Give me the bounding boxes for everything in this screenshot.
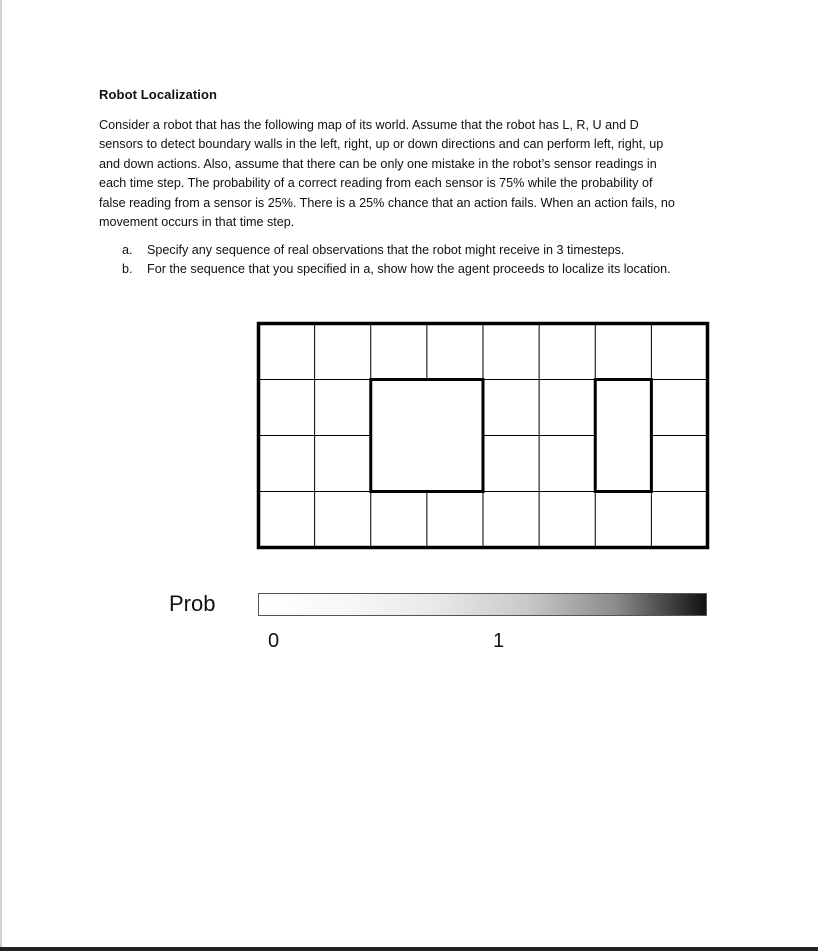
probability-gradient-bar bbox=[258, 593, 707, 616]
document-title: Robot Localization bbox=[99, 87, 218, 102]
question-text: Specify any sequence of real observations that the robot might receive in 3 timesteps. bbox=[147, 243, 625, 257]
question-text: For the sequence that you specified in a, show how the agent proceeds to localize its location. bbox=[147, 262, 671, 276]
paragraph-line: each time step. The probability of a correct reading from each sensor is 75% while the probability of bbox=[99, 176, 653, 191]
world-map-grid bbox=[256, 321, 710, 550]
paragraph-line: and down actions. Also, assume that there can be only one mistake in the robot’s sensor readings in bbox=[99, 156, 657, 171]
paragraph-line: movement occurs in that time step. bbox=[99, 215, 295, 230]
question-marker: a. bbox=[122, 243, 133, 257]
legend-tick-max: 1 bbox=[493, 630, 505, 652]
paragraph-line: Consider a robot that has the following map of its world. Assume that the robot has L, R, U and D bbox=[99, 118, 639, 132]
obstacle-block bbox=[595, 380, 651, 492]
legend-tick-min: 0 bbox=[268, 630, 280, 652]
obstacle-block bbox=[371, 380, 483, 492]
legend-label: Prob bbox=[169, 591, 216, 616]
problem-description bbox=[99, 116, 729, 232]
page-bottom-border bbox=[0, 947, 818, 951]
question-marker: b. bbox=[122, 262, 133, 276]
paragraph-line: false reading from a sensor is 25%. There is a 25% chance that an action fails. When an action fails, no bbox=[99, 195, 675, 210]
question-item-b bbox=[122, 262, 671, 276]
page-left-border bbox=[0, 0, 2, 951]
paragraph-line: sensors to detect boundary walls in the left, right, up or down directions and can perform left, right, up bbox=[99, 137, 664, 152]
question-item-a bbox=[122, 243, 624, 257]
